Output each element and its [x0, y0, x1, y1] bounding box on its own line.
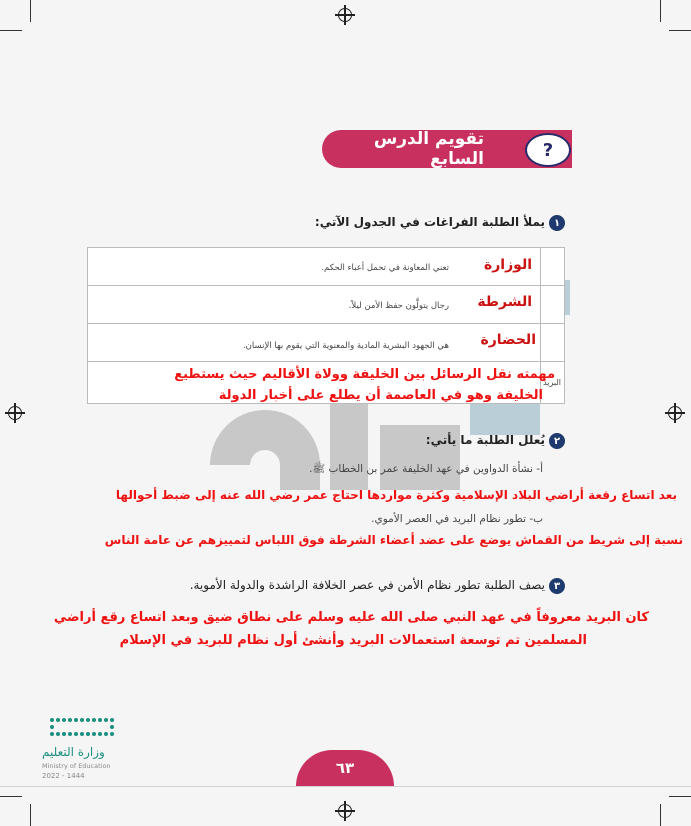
question-number: ١ [549, 215, 565, 231]
definition-text: رجال يتولَّون حفظ الأمن ليلاً. [348, 301, 449, 311]
definition-text: هي الجهود البشرية المادية والمعنوية التي يقوم بها الإنسان. [242, 341, 449, 351]
crop-mark [669, 796, 691, 797]
question-item: أ- نشأة الدواوين في عهد الخليفة عمر بن الخطاب ﷺ. [309, 463, 543, 475]
page-number: ٦٣ [335, 759, 355, 777]
ministry-logo-icon [42, 712, 132, 742]
registration-mark [338, 804, 352, 818]
answer-text: مهمته نقل الرسائل بين الخليفة وولاة الأقاليم حيث يستطيع [174, 367, 555, 382]
crop-mark [30, 804, 31, 826]
crop-mark [660, 0, 661, 22]
footer-divider [0, 786, 691, 787]
answer-term: الحضارة [480, 332, 536, 348]
crop-mark [669, 30, 691, 31]
table-row [88, 248, 564, 286]
registration-mark [338, 8, 352, 22]
answer-term: الوزارة [483, 257, 532, 273]
table-row [88, 324, 564, 362]
lesson-title: تقويم الدرس السابع [373, 129, 484, 169]
crop-mark [30, 0, 31, 22]
term-text: البريد [543, 378, 561, 387]
table-row [88, 286, 564, 324]
question-prompt: يُعلل الطلبة ما يأتي: [425, 433, 545, 447]
answer-text: نسبة إلى شريط من القماش يوضع على عضد أعضاء الشرطة فوق اللباس لتمييزهم عن عامة الناس [104, 533, 683, 547]
question-prompt: يصف الطلبة تطور نظام الأمن في عصر الخلافة الراشدة والدولة الأموية. [189, 578, 545, 592]
question-number: ٢ [549, 433, 565, 449]
crop-mark [0, 796, 22, 797]
question-prompt: يملأ الطلبة الفراغات في الجدول الآتي: [314, 215, 545, 229]
answer-term: الشرطة [477, 294, 532, 310]
edition-year: 2022 - 1444 [42, 772, 85, 780]
answer-text: بعد اتساع رقعة أراضي البلاد الإسلامية وكثرة مواردها احتاج عمر رضي الله عنه إلى ضبط أحوالها [115, 488, 677, 502]
answer-text: كان البريد معروفاً في عهد النبي صلى الله عليه وسلم على نطاق ضيق وبعد اتساع رقع أراضي [53, 610, 649, 625]
registration-mark [8, 406, 22, 420]
question-item: ب- تطور نظام البريد في العصر الأموي. [371, 513, 543, 525]
answer-text: الخليفة وهو في العاصمة أن يطلع على أخبار الدولة [218, 388, 543, 403]
ministry-name-arabic: وزارة التعليم [42, 745, 105, 759]
question-bubble-icon: ? [525, 133, 571, 167]
registration-mark [668, 406, 682, 420]
ministry-name-english: Ministry of Education [42, 762, 111, 770]
question-number: ٣ [549, 578, 565, 594]
crop-mark [0, 30, 22, 31]
definition-text: تعني المعاونة في تحمل أعباء الحكم. [321, 263, 449, 273]
crop-mark [660, 804, 661, 826]
answer-text: المسلمين تم توسعة استعمالات البريد وأنشئ أول نظام للبريد في الإسلام [119, 633, 587, 648]
